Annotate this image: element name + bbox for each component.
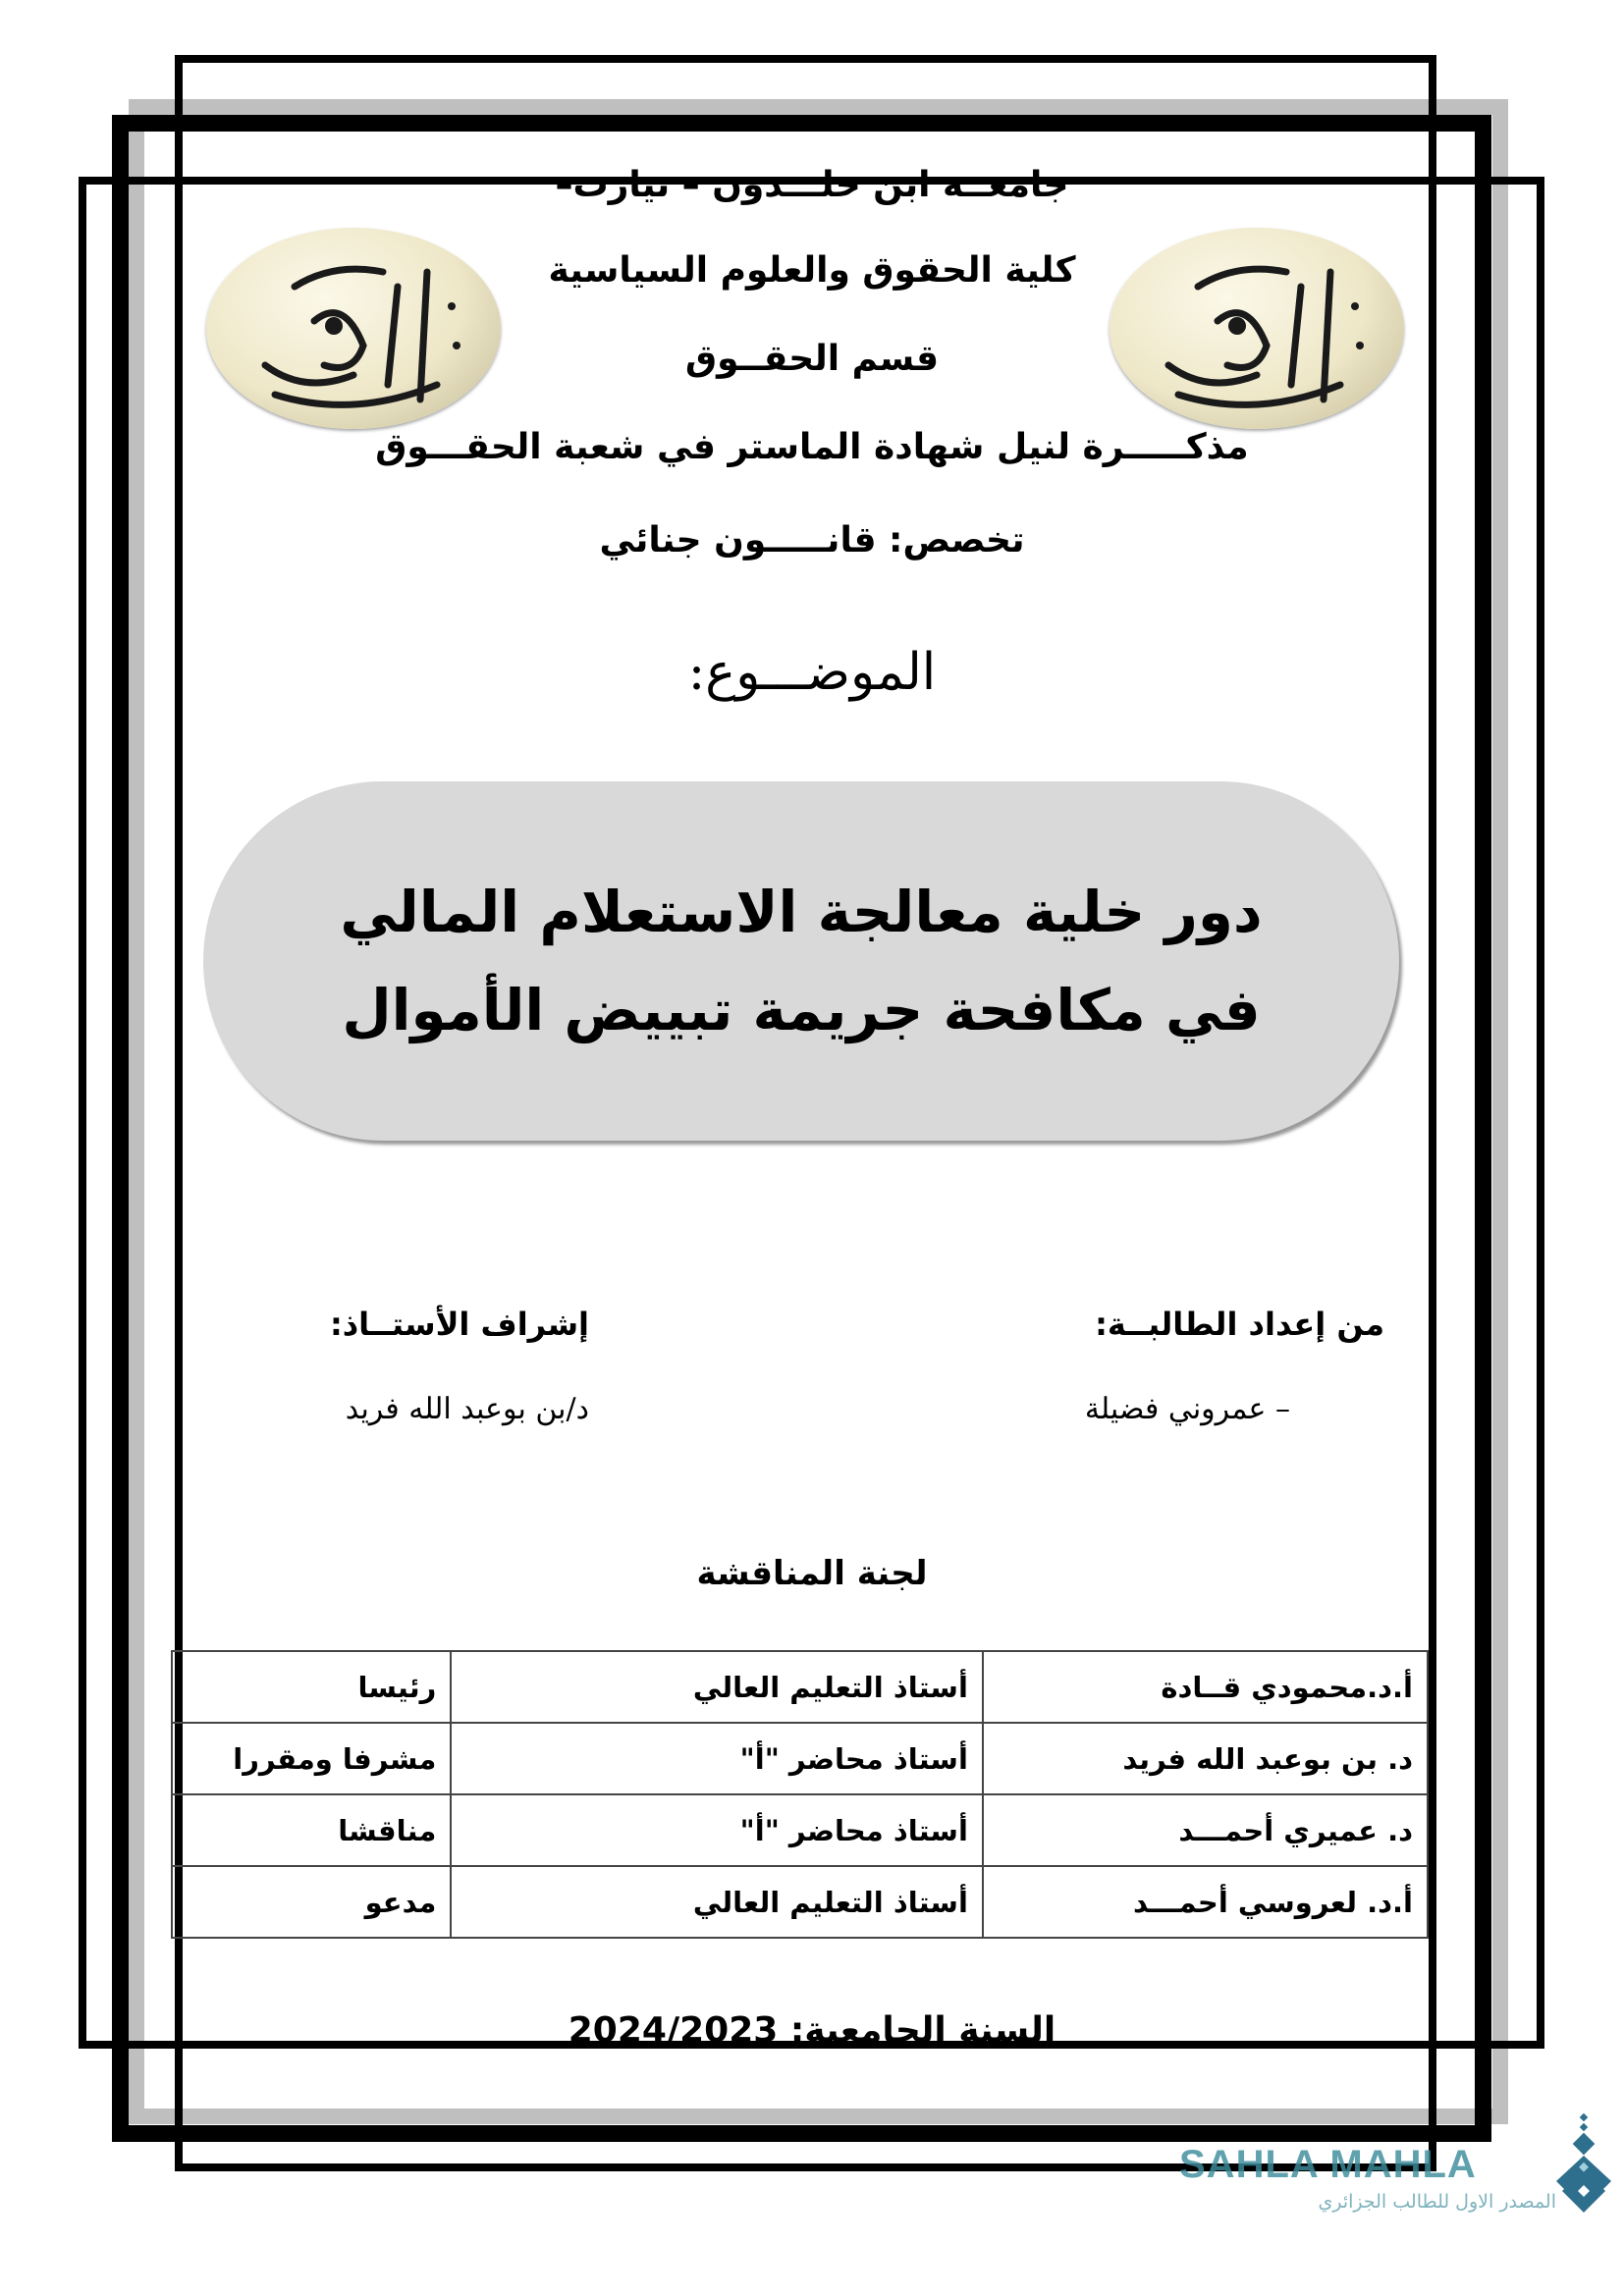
supervisor-name: د/بن بوعبد الله فريد	[345, 1392, 589, 1426]
member-rank: أستاذ التعليم العالي	[451, 1866, 983, 1938]
subject-label: الموضـــوع:	[687, 643, 937, 702]
member-name: د. عميري أحمـــد	[983, 1794, 1428, 1866]
committee-title: لجنة المناقشة	[696, 1554, 928, 1593]
member-role: رئيسا	[172, 1651, 451, 1723]
member-rank: أستاذ محاضر "أ"	[451, 1794, 983, 1866]
member-role: مشرفا ومقررا	[172, 1723, 451, 1794]
thesis-title-line-1: دور خلية معالجة الاستعلام المالي	[340, 879, 1263, 945]
prepared-by-heading: من إعداد الطالبــة:	[1095, 1306, 1384, 1343]
thesis-title-line-2: في مكافحة جريمة تبييض الأموال	[342, 977, 1261, 1043]
department-name: قسم الحقــوق	[684, 339, 940, 379]
table-row	[172, 1651, 1428, 1723]
table-row	[172, 1866, 1428, 1938]
thesis-title-box	[203, 781, 1399, 1141]
watermark-brand: SAHLA MAHLA	[1179, 2143, 1477, 2186]
university-name: جامعــة ابن خلـــدون – تيارت–	[555, 165, 1069, 205]
table-row	[172, 1723, 1428, 1794]
member-name: أ.د. لعروسي أحمـــد	[983, 1866, 1428, 1938]
table-row	[172, 1794, 1428, 1866]
member-role: مدعو	[172, 1866, 451, 1938]
member-role: مناقشا	[172, 1794, 451, 1866]
memo-description: مذكـــــرة لنيل شهادة الماستر في شعبة الحقـــوق	[375, 427, 1249, 467]
academic-year: السنة الجامعية: 2024/2023	[568, 2010, 1056, 2051]
specialty: تخصص: قانـــــون جنائي	[599, 520, 1025, 561]
student-name: – عمروني فضيلة	[1084, 1392, 1290, 1426]
member-name: أ.د.محمودي قــادة	[983, 1651, 1428, 1723]
member-rank: أستاذ التعليم العالي	[451, 1651, 983, 1723]
watermark-tagline: المصدر الاول للطالب الجزائري	[1318, 2191, 1556, 2213]
committee-table	[171, 1650, 1429, 1939]
member-rank: أستاذ محاضر "أ"	[451, 1723, 983, 1794]
supervisor-heading: إشراف الأستــاذ:	[329, 1306, 589, 1343]
member-name: د. بن بوعبد الله فريد	[983, 1723, 1428, 1794]
faculty-name: كلية الحقوق والعلوم السياسية	[548, 250, 1076, 291]
sahla-mahla-logo-icon	[1548, 2112, 1619, 2218]
